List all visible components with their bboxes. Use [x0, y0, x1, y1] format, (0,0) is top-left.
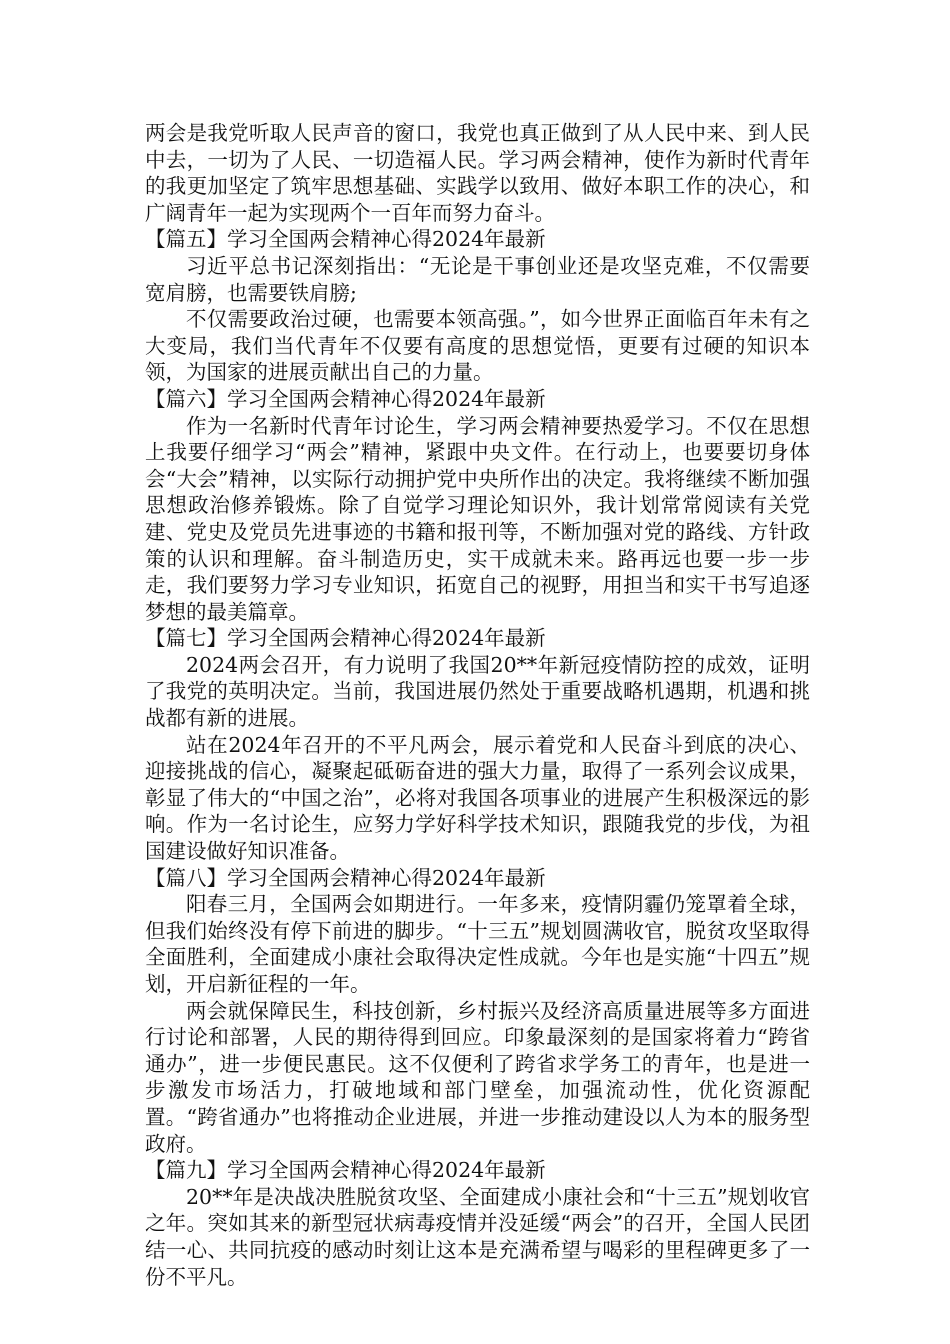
document-body [145, 120, 810, 1290]
paragraph: 站在2024年召开的不平凡两会，展示着党和人民奋斗到底的决心、迎接挑战的信心，凝聚起砥砺奋进的强大力量，取得了一系列会议成果，彰显了伟大的“中国之治”，必将对我国各项事业的进展产生积极深远的影响。作为一名讨论生，应努力学好科学技术知识，跟随我党的步伐，为祖国建设做好知识准备。 [145, 732, 810, 864]
section-heading: 【篇七】学习全国两会精神心得2024年最新 [145, 626, 546, 651]
section-heading: 【篇六】学习全国两会精神心得2024年最新 [145, 386, 546, 411]
section-heading: 【篇八】学习全国两会精神心得2024年最新 [145, 865, 546, 890]
paragraph: 阳春三月，全国两会如期进行。一年多来，疫情阴霾仍笼罩着全球，但我们始终没有停下前进的脚步。“十三五”规划圆满收官，脱贫攻坚取得全面胜利，全面建成小康社会取得决定性成就。今年也是实施“十四五”规划，开启新征程的一年。 [145, 892, 810, 996]
paragraph: 20**年是决战决胜脱贫攻坚、全面建成小康社会和“十三五”规划收官之年。突如其来的新型冠状病毒疫情并没延缓“两会”的召开，全国人民团结一心、共同抗疫的感动时刻让这本是充满希望与喝彩的里程碑更多了一份不平凡。 [145, 1184, 810, 1289]
paragraph: 作为一名新时代青年讨论生，学习两会精神要热爱学习。不仅在思想上我要仔细学习“两会”精神，紧跟中央文件。在行动上，也要要切身体会“大会”精神，以实际行动拥护党中央所作出的决定。我将继续不断加强思想政治修养锻炼。除了自觉学习理论知识外，我计划常常阅读有关党建、党史及党员先进事迹的书籍和报刊等，不断加强对党的路线、方针政策的认识和理解。奋斗制造历史，实干成就未来。路再远也要一步一步走，我们要努力学习专业知识，拓宽自己的视野，用担当和实干书写追逐梦想的最美篇章。 [145, 413, 810, 624]
paragraph: 不仅需要政治过硬，也需要本领高强。”，如今世界正面临百年未有之大变局，我们当代青年不仅要有高度的思想觉悟，更要有过硬的知识本领，为国家的进展贡献出自己的力量。 [145, 307, 810, 385]
section-heading: 【篇五】学习全国两会精神心得2024年最新 [145, 227, 546, 252]
paragraph: 2024两会召开，有力说明了我国20**年新冠疫情防控的成效，证明了我党的英明决定。当前，我国进展仍然处于重要战略机遇期，机遇和挑战都有新的进展。 [145, 652, 810, 731]
paragraph: 习近平总书记深刻指出：“无论是干事创业还是攻坚克难，不仅需要宽肩膀，也需要铁肩膀; [145, 253, 810, 305]
paragraph: 两会是我党听取人民声音的窗口，我党也真正做到了从人民中来、到人民中去，一切为了人民、一切造福人民。学习两会精神，使作为新时代青年的我更加坚定了筑牢思想基础、实践学以致用、做好本职工作的决心，和广阔青年一起为实现两个一百年而努力奋斗。 [145, 121, 810, 225]
section-heading: 【篇九】学习全国两会精神心得2024年最新 [145, 1158, 546, 1183]
paragraph: 两会就保障民生，科技创新，乡村振兴及经济高质量进展等多方面进行讨论和部署，人民的期待得到回应。印象最深刻的是国家将着力“跨省通办”，进一步便民惠民。这不仅便利了跨省求学务工的青年，也是进一步激发市场活力，打破地域和部门壁垒，加强流动性，优化资源配置。“跨省通办”也将推动企业进展，并进一步推动建设以人为本的服务型政府。 [145, 998, 810, 1156]
